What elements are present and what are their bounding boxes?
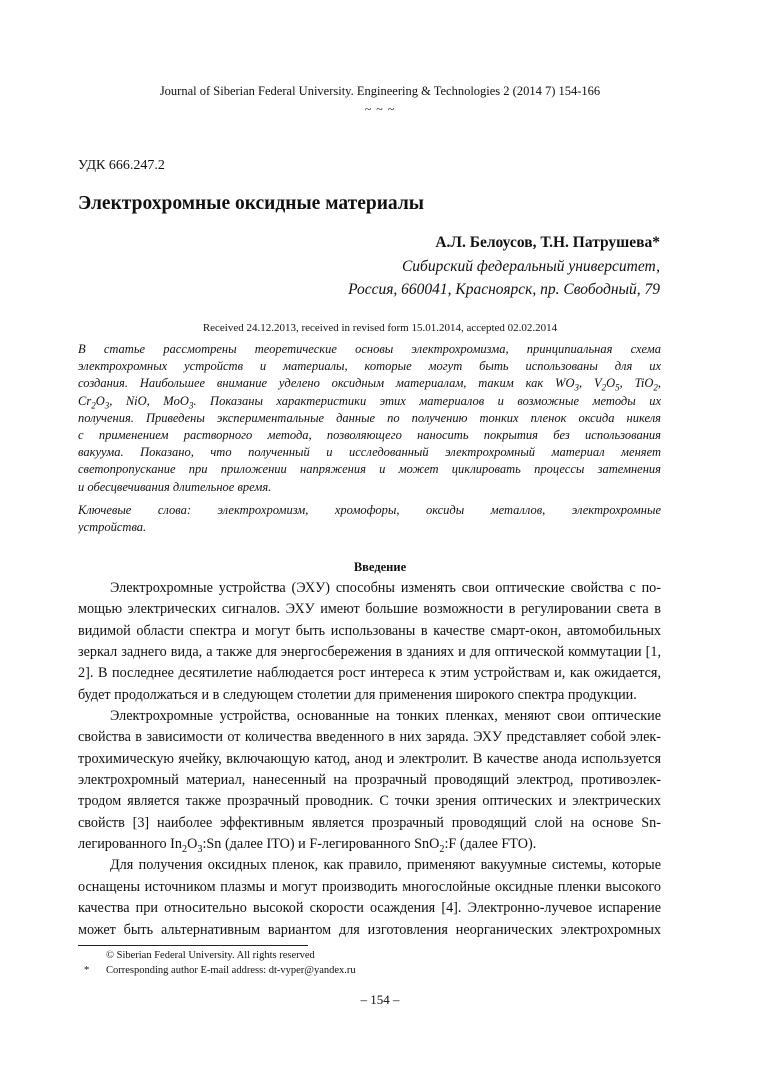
page-number: – 154 – xyxy=(360,992,400,1007)
received-dates: Received 24.12.2013, received in revised form 15.01.2014, accepted 02.02.2014 xyxy=(202,322,558,334)
abstract-line: электрохромных устройств и материалы, которые могут быть использованы для их xyxy=(78,359,661,374)
udk-code: УДК 666.247.2 xyxy=(78,158,165,173)
abstract-line: В статье рассмотрены теоретические основы электрохромизма, принципиальная схема xyxy=(78,342,661,356)
body-line: 2]. В последнее десятилетие наблюдается рост интереса к этим устройствам и, как ожидается, xyxy=(78,665,661,682)
journal-header: Journal of Siberian Federal University. Engineering & Technologies 2 (2014 7) 154-166 xyxy=(159,84,601,98)
body-line: электрохромный материал, нанесенный на прозрачный проводящий электрод, противоэлек- xyxy=(78,772,661,789)
body-line: Электрохромные устройства, основанные на тонких пленках, меняют свои оптические xyxy=(110,708,661,725)
body-text xyxy=(78,578,661,941)
header-ornament: ~ ~ ~ xyxy=(364,102,396,116)
article-title: Электрохромные оксидные материалы xyxy=(78,193,425,214)
body-line: может быть альтернативным вариантом для изготовления неорганических электрохромных xyxy=(78,921,661,938)
body-line: будет продолжаться и в следующем столетии для применения широкого спектра продукции. xyxy=(78,686,637,703)
abstract-line: $Cr_2O_3$, NiO, MoO$_3$. Показаны характеристики этих материалов и возможные методы их xyxy=(78,393,661,410)
abstract xyxy=(78,341,661,496)
keywords-line: устройства. xyxy=(78,520,147,534)
abstract-line: получения. Приведены экспериментальные данные по получению тонких пленок оксида никеля xyxy=(78,410,661,425)
authors: А.Л. Белоусов, Т.Н. Патрушева* xyxy=(435,234,660,251)
footnote-divider xyxy=(78,945,308,946)
body-line: Электрохромные устройства (ЭХУ) способны изменять свои оптические свойства с по- xyxy=(110,580,661,596)
body-line: тродом является также прозрачный проводник. С точки зрения оптических и электрических xyxy=(78,793,661,810)
abstract-line: и обесцвечивания длительное время. xyxy=(78,479,272,494)
affiliation-line-1: Сибирский федеральный университет, xyxy=(401,258,660,275)
body-line: Для получения оксидных пленок, как правило, применяют вакуумные системы, которые xyxy=(110,857,661,874)
abstract-line: создания. Наибольшее внимание уделено оксидным материалам, таким как $WO_3$, $V_2O_5$, TiO$_2$, xyxy=(78,376,661,393)
body-line: зеркал заднего вида, а также для энергосбережения в зданиях и для оптической коммутации [1, xyxy=(78,644,661,661)
body-line: свойства в зависимости от количества введенного в них заряда. ЭХУ представляет собой элек- xyxy=(78,729,661,746)
corresponding-author-footnote xyxy=(84,965,356,976)
copyright-footnote xyxy=(84,950,315,961)
section-heading: Введение xyxy=(353,560,407,574)
body-line: качества при относительно высокой скорости осаждения [4]. Электронно-лучевое испарение xyxy=(78,900,661,917)
keywords-line: Ключевые слова: электрохромизм, хромофоры, оксиды металлов, электрохромные xyxy=(78,503,661,517)
abstract-line: вакуума. Показано, что полученный и исследованный электрохромный материал меняет xyxy=(78,445,661,460)
body-line: видимой области спектра и могут быть использованы в качестве смарт-окон, автомобильных xyxy=(78,622,661,639)
body-line: оснащены источником плазмы и могут производить многослойные оксидные пленки высокого xyxy=(78,878,661,895)
body-line: свойств [3] наиболее эффективным является прозрачный проводящий слой на основе Sn- xyxy=(78,814,661,831)
body-line: трохимическую ячейку, включающую катод, анод и электролит. В качестве анода используется xyxy=(78,750,661,767)
abstract-line: с применением растворного метода, позволяющего наносить покрытия без использования xyxy=(78,427,661,442)
corresponding-author-text: Corresponding author E-mail address: dt-vyper@yandex.ru xyxy=(106,965,356,976)
keywords xyxy=(78,502,661,536)
body-line: мощью электрических сигналов. ЭХУ имеют большие возможности в регулировании света в xyxy=(78,601,661,618)
body-line: легированного $In_2O_3:Sn$ (далее ITO) и F-легированного SnO$_2$:F (далее FTO). xyxy=(78,836,537,855)
copyright-text: © Siberian Federal University. All rights reserved xyxy=(106,950,315,961)
footnote-mark: * xyxy=(84,965,90,976)
affiliation-line-2: Россия, 660041, Красноярск, пр. Свободный, 79 xyxy=(348,281,660,298)
abstract-line: светопропускание при приложении напряжения и может циклировать процессы затемнения xyxy=(78,462,661,477)
